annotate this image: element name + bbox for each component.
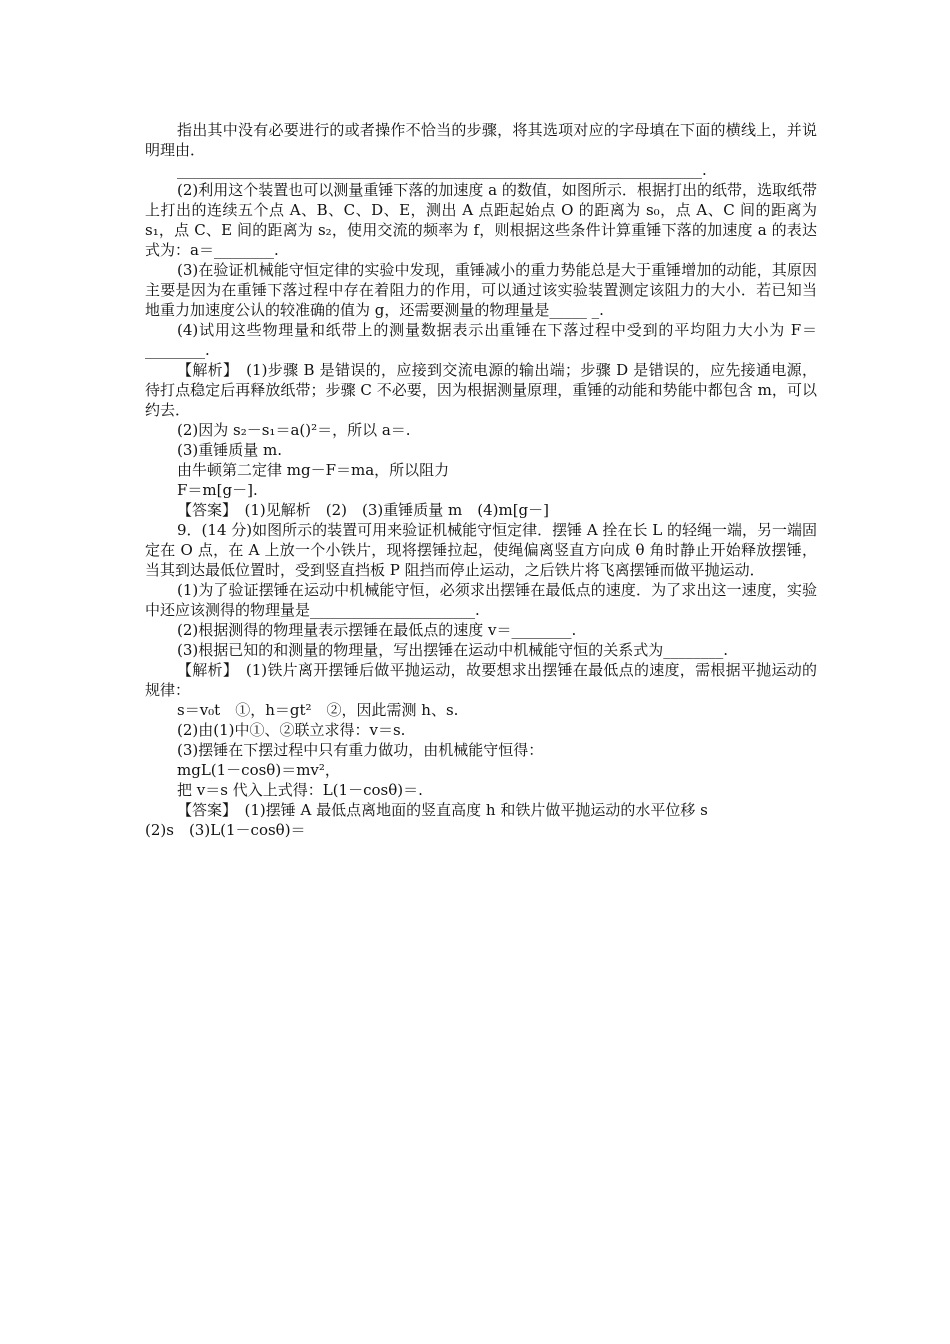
analysis-3c: F＝m[g－].: [177, 481, 258, 499]
analysis-3: (3)重锤质量 m.: [177, 441, 283, 459]
question-9: 9．(14 分)如图所示的装置可用来验证机械能守恒定律．摆锤 A 拴在长 L 的轻绳一端，另一端固定在 O 点，在 A 上放一个小铁片，现将摆锤拉起，使绳偏离竖直方向成 θ 角时静止开始释放摆锤，当其到达最低位置时，受到竖直挡板 P 阻挡而停止运动，之后铁片将飞离摆锤而做平抛运动．: [145, 521, 817, 579]
answer-8: 【答案】 (1)见解析 (2) (3)重锤质量 m (4)m[g－]: [177, 501, 550, 519]
analysis-9-eq: s＝v₀t ①，h＝gt² ②，因此需测 h、s.: [177, 701, 459, 719]
analysis-1: 【解析】 (1)步骤 B 是错误的，应接到交流电源的输出端；步骤 D 是错误的，应先接通电源，待打点稳定后再释放纸带；步骤 C 不必要，因为根据测量原理，重锤的动能和势能中都包含 m，可以约去．: [145, 361, 817, 419]
paragraph-q2: (2)利用这个装置也可以测量重锤下落的加速度 a 的数值，如图所示．根据打出的纸带，选取纸带上打出的连续五个点 A、B、C、D、E，测出 A 点距起始点 O 的距离为 s₀，点 A、C 间的距离为 s₁，点 C、E 间的距离为 s₂，使用交流的频率为 f，则根据这些条件计算重锤下落的加速度 a 的表达式为：a＝________.: [145, 181, 817, 259]
paragraph-q4: (4)试用这些物理量和纸带上的测量数据表示出重锤在下落过程中受到的平均阻力大小为 F＝________.: [145, 321, 817, 359]
question-9-2: (2)根据测得的物理量表示摆锤在最低点的速度 v＝________.: [177, 621, 577, 639]
answer-9: 【答案】 (1)摆锤 A 最低点离地面的竖直高度 h 和铁片做平抛运动的水平位移 s: [177, 801, 708, 819]
analysis-9-1: 【解析】 (1)铁片离开摆锤后做平抛运动，故要想求出摆锤在最低点的速度，需根据平抛运动的规律：: [145, 661, 817, 699]
analysis-9-3b: mgL(1－cosθ)＝mv²，: [177, 761, 340, 779]
analysis-3b: 由牛顿第二定律 mg－F＝ma，所以阻力: [177, 461, 450, 479]
analysis-9-3c: 把 v＝s 代入上式得：L(1－cosθ)＝.: [177, 781, 423, 799]
paragraph-instruction: 指出其中没有必要进行的或者操作不恰当的步骤，将其选项对应的字母填在下面的横线上，并说明理由．: [145, 121, 817, 159]
document-page: [145, 120, 817, 840]
analysis-9-2: (2)由(1)中①、②联立求得：v＝s.: [177, 721, 406, 739]
question-9-1: (1)为了验证摆锤在运动中机械能守恒，必须求出摆锤在最低点的速度．为了求出这一速度，实验中还应该测得的物理量是______________________.: [145, 581, 817, 619]
answer-blank-line: ______________________________________________________________________.: [177, 161, 707, 179]
question-9-3: (3)根据已知的和测量的物理量，写出摆锤在运动中机械能守恒的关系式为________.: [177, 641, 729, 659]
analysis-9-3: (3)摆锤在下摆过程中只有重力做功，由机械能守恒得：: [177, 741, 544, 759]
answer-9-cont: (2)s (3)L(1－cosθ)＝: [145, 821, 306, 839]
paragraph-q3: (3)在验证机械能守恒定律的实验中发现，重锤减小的重力势能总是大于重锤增加的动能，其原因主要是因为在重锤下落过程中存在着阻力的作用，可以通过该实验装置测定该阻力的大小．若已知当地重力加速度公认的较准确的值为 g，还需要测量的物理量是_____ _.: [145, 261, 817, 319]
analysis-2: (2)因为 s₂－s₁＝a()²＝，所以 a＝.: [177, 421, 411, 439]
